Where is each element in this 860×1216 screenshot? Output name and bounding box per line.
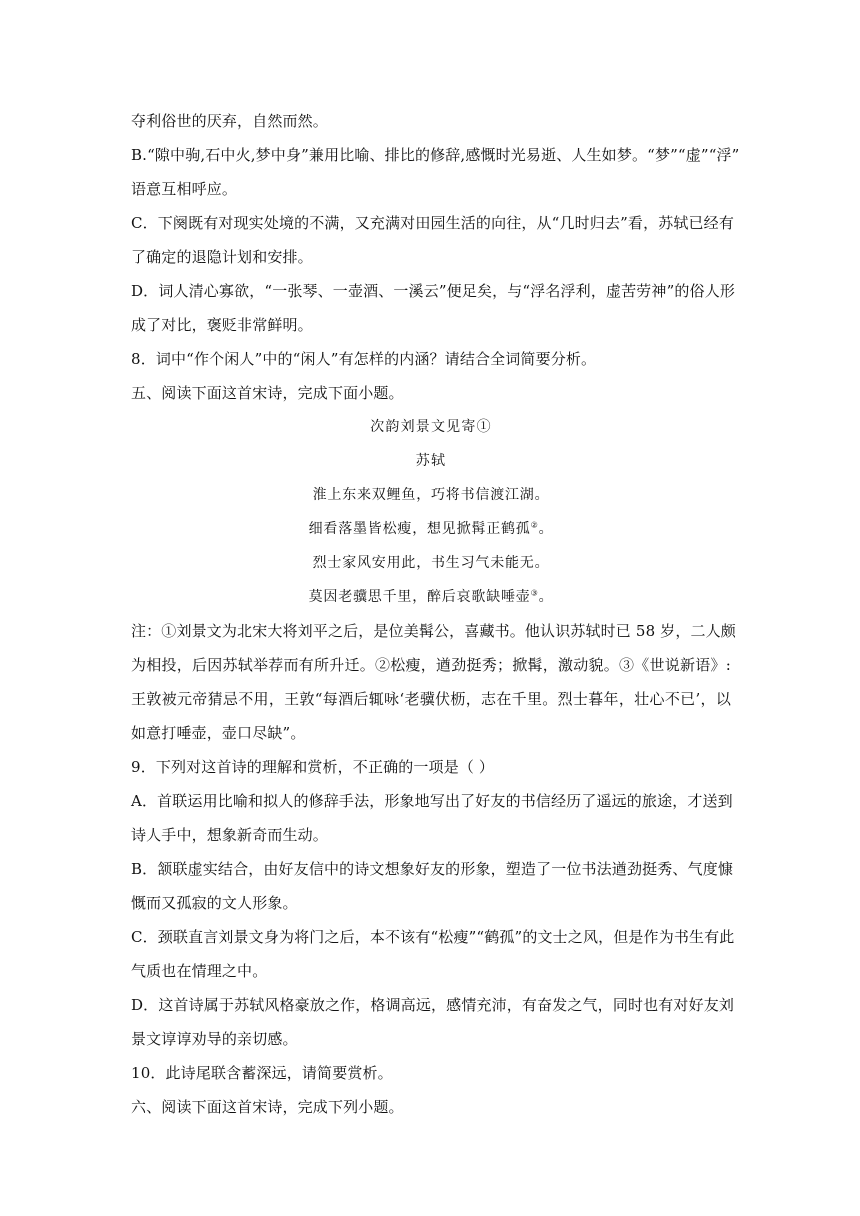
poem-line-end: 。 [538, 521, 554, 537]
note-line-1: 注：①刘景文为北宋大将刘平之后，是位美髯公，喜藏书。他认识苏轼时已 58 岁，二人颇 [131, 622, 736, 640]
poem-block [131, 410, 731, 614]
option-d-line-1: D．这首诗属于苏轼风格豪放之作，格调高远，感情充沛，有奋发之气，同时也有对好友刘 [131, 996, 735, 1014]
poem-line-2 [131, 512, 731, 546]
poem-line-3 [131, 546, 731, 580]
poem-line-text: 烈士家风安用此，书生习气未能无。 [312, 555, 550, 571]
option-d-line-2: 景文谆谆劝导的亲切感。 [131, 1030, 298, 1048]
poem-line-1 [131, 478, 731, 512]
option-d-line-1: D．词人清心寡欲，“一张琴、一壶酒、一溪云”便足矣，与“浮名浮利，虚苦劳神”的俗人形 [131, 282, 736, 300]
option-c-line-2: 了确定的退隐计划和安排。 [131, 248, 313, 266]
question-block-top [131, 104, 740, 410]
footnote-mark: ② [530, 520, 539, 530]
question-10: 10．此诗尾联含蓄深远，请简要赏析。 [131, 1064, 393, 1082]
option-d-line-2: 成了对比，褒贬非常鲜明。 [131, 316, 313, 334]
poem-author: 苏轼 [415, 453, 447, 469]
option-b-line-1: B.“隙中驹,石中火,梦中身”兼用比喻、排比的修辞,感慨时光易逝、人生如梦。“梦”“虚”“浮” [131, 146, 740, 164]
question-9: 9．下列对这首诗的理解和赏析，不正确的一项是（ ） [131, 758, 495, 776]
section-6-heading: 六、阅读下面这首宋诗，完成下列小题。 [131, 1098, 404, 1116]
option-b-line-1: B．颔联虚实结合，由好友信中的诗文想象好友的形象，塑造了一位书法遒劲挺秀、气度慷 [131, 860, 734, 878]
poem-title: 次韵刘景文见寄① [370, 419, 492, 435]
document-page [131, 104, 740, 1124]
question-block-bottom [131, 614, 736, 1124]
footnote-mark: ③ [530, 588, 539, 598]
note-line-4: 如意打唾壶，壶口尽缺”。 [131, 724, 306, 742]
poem-line-text: 莫因老骥思千里，醉后哀歌缺唾壶 [308, 589, 531, 605]
note-line-2: 为相投，后因苏轼举荐而有所升迁。②松瘦，遒劲挺秀；掀髯，激动貌。③《世说新语》: [131, 656, 731, 674]
poem-line-4 [131, 580, 731, 614]
question-8: 8．词中“作个闲人”中的“闲人”有怎样的内涵？请结合全词简要分析。 [131, 350, 597, 368]
option-c-line-1: C．下阕既有对现实处境的不满，又充满对田园生活的向往，从“几时归去”看，苏轼已经有 [131, 214, 734, 232]
poem-line-text: 细看落墨皆松瘦，想见掀髯正鹤孤 [308, 521, 531, 537]
option-c-line-2: 气质也在情理之中。 [131, 962, 268, 980]
option-b-line-2: 慨而又孤寂的文人形象。 [131, 894, 298, 912]
note-line-3: 王敦被元帝猜忌不用，王敦“每酒后辄咏‘老骥伏枥，志在千里。烈士暮年，壮心不已’，以 [131, 690, 731, 708]
option-c-line-1: C．颈联直言刘景文身为将门之后，本不该有“松瘦”“鹤孤”的文士之风，但是作为书生有此 [131, 928, 735, 946]
option-a-line-1: A．首联运用比喻和拟人的修辞手法，形象地写出了好友的书信经历了遥远的旅途，才送到 [131, 792, 733, 810]
section-5-heading: 五、阅读下面这首宋诗，完成下面小题。 [131, 384, 404, 402]
poem-line-end: 。 [538, 589, 554, 605]
text-line: 夺利俗世的厌弃，自然而然。 [131, 112, 328, 130]
option-a-line-2: 诗人手中，想象新奇而生动。 [131, 826, 328, 844]
option-b-line-2: 语意互相呼应。 [131, 180, 238, 198]
poem-line-text: 淮上东来双鲤鱼，巧将书信渡江湖。 [312, 487, 550, 503]
